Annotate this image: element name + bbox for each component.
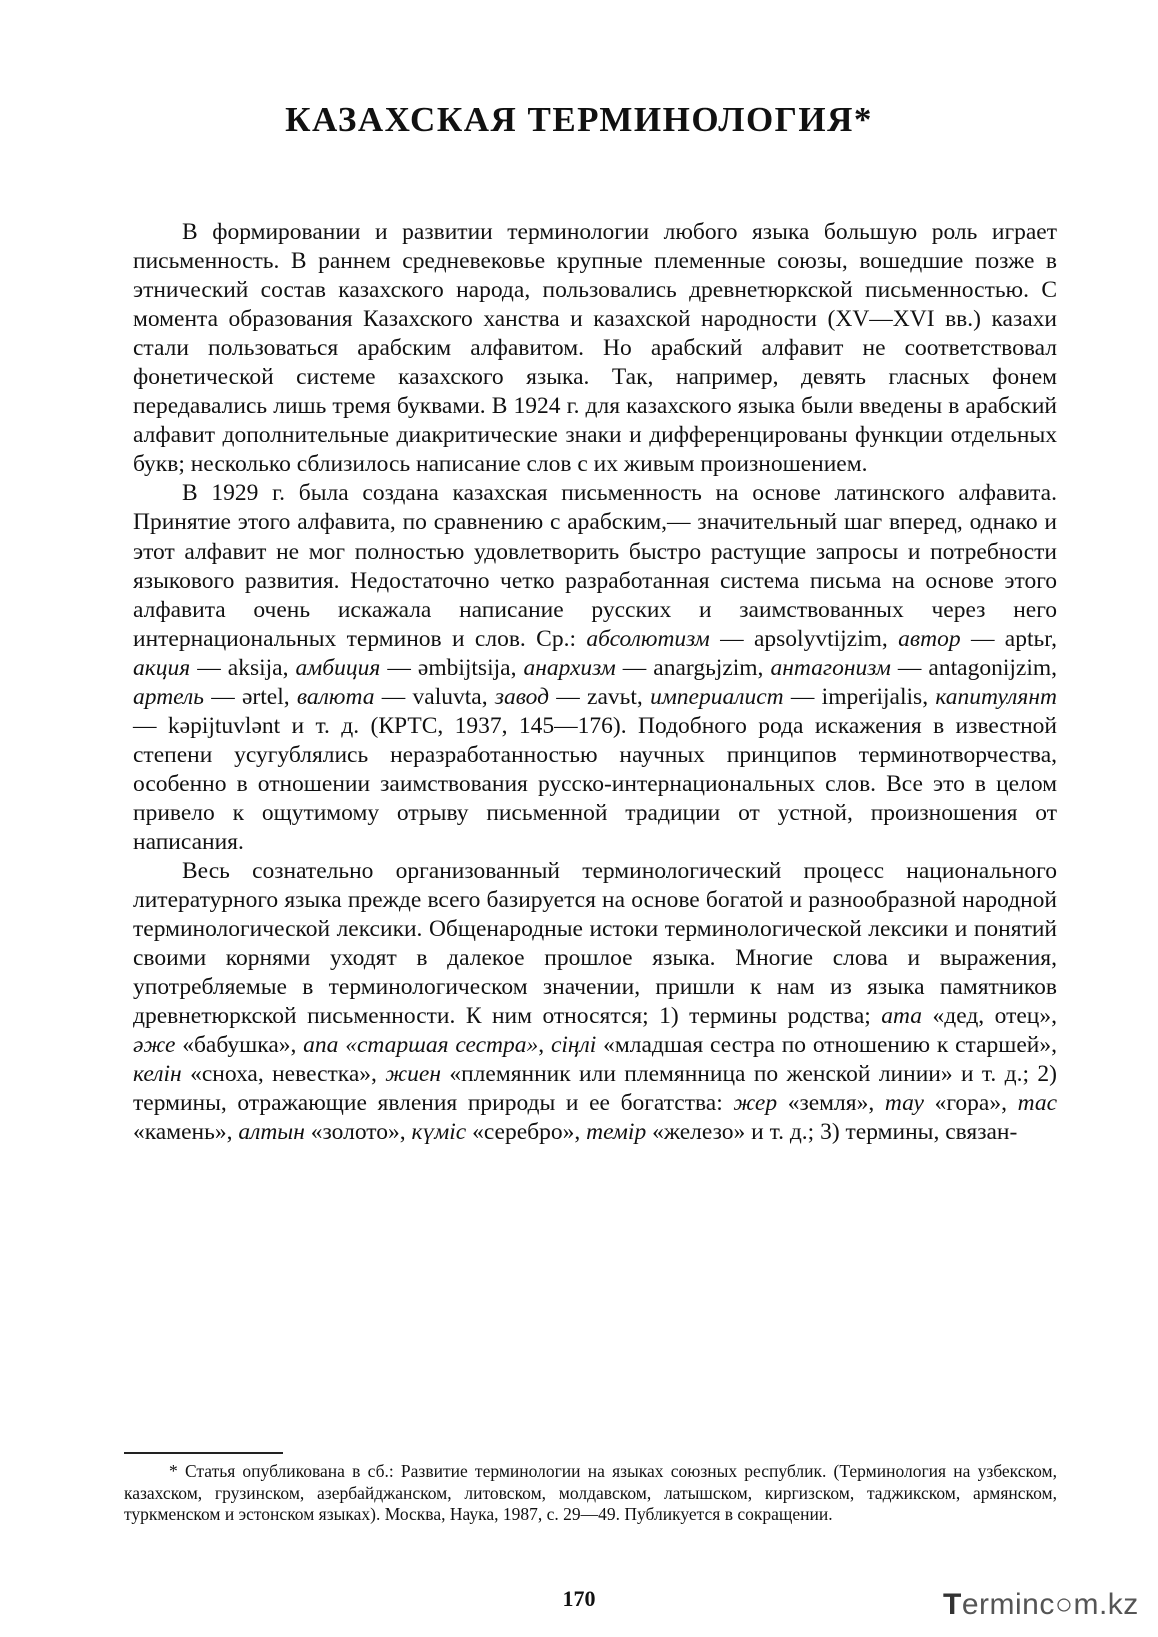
- site-watermark-logo: [943, 1588, 1139, 1622]
- page-number: 170: [562, 1586, 596, 1611]
- italic-term: апа «старшая сестра»: [303, 1032, 539, 1059]
- italic-term: темір: [586, 1119, 647, 1146]
- italic-term: күміс: [411, 1119, 467, 1146]
- italic-term: абсолютизм: [586, 625, 710, 652]
- italic-term: артель: [133, 683, 204, 710]
- italic-term: амбиция: [295, 654, 381, 681]
- watermark-text: erminc: [961, 1588, 1055, 1621]
- paragraph: Весь сознательно организованный терминологический процесс национального литературного языка прежде всего базируется на основе богатой и разнообразной народной терминологической лексики. Общенародные истоки терминологической лексики и понятий своими корнями уходят в далекое прошлое языка. Многие слова и выражения, употребляемые в терминологическом значении, пришли к нам из языка памятников древнетюркской письменности. К ним относятся; 1) термины родства; ата «дед, отец», әже «бабушка», апа «старшая сестра», сіңлі «младшая сестра по отношению к старшей», келін «сноха, невестка», жиен «племянник или племянница по женской линии» и т. д.; 2) термины, отражающие явления природы и ее богатства: жер «земля», тау «гора», тас «камень», алтын «золото», күміс «серебро», темір «железо» и т. д.; 3) термины, связан-: [133, 858, 1058, 1146]
- italic-term: тас: [1017, 1090, 1058, 1117]
- italic-term: анархизм: [523, 654, 616, 681]
- italic-term: сіңлі: [550, 1032, 597, 1059]
- magnifier-icon: ○: [1054, 1588, 1074, 1621]
- page-title: КАЗАХСКАЯ ТЕРМИНОЛОГИЯ*: [285, 100, 873, 139]
- italic-term: тау: [884, 1090, 924, 1117]
- watermark-domain: m.kz: [1073, 1588, 1139, 1621]
- italic-term: ата: [881, 1003, 923, 1030]
- italic-term: жиен: [385, 1061, 441, 1088]
- watermark-initial: T: [943, 1588, 962, 1621]
- italic-term: әже: [133, 1032, 176, 1059]
- italic-term: империалист: [650, 683, 784, 710]
- paragraph: В 1929 г. была создана казахская письменность на основе латинского алфавита. Принятие этого алфавита, по сравнению с арабским,— значительный шаг вперед, однако и этот алфавит не мог полностью удовлетворить быстро растущие запросы и потребности языкового развития. Недостаточно четко разработанная система письма на основе этого алфавита очень искажала написание русских и заимствованных через него интернациональных терминов и слов. Ср.: абсолютизм — apsolyvtijzim, автор — aptьr, акция — aksija, амбиция — əmbijtsija, анархизм — anargьjzim, антагонизм — antagonijzim, артель — ərtel, валюта — valuvta, завод — zavьt, империалист — imperijalis, капитулянт — kəpijtuvlənt и т. д. (КРТС, 1937, 145—176). Подобного рода искажения в известной степени усугублялись неразработанностью научных принципов терминотворчества, особенно в отношении заимствования русско-интернациональных слов. Все это в целом привело к ощутимому отрыву письменной традиции от устной, произношения от написания.: [133, 480, 1057, 855]
- italic-term: капитулянт: [935, 683, 1057, 710]
- italic-term: алтын: [238, 1119, 305, 1146]
- italic-term: завод: [494, 683, 550, 710]
- italic-term: валюта: [296, 683, 375, 710]
- italic-term: автор: [898, 625, 961, 652]
- article-body: [133, 218, 1057, 1148]
- italic-term: антагонизм: [770, 654, 891, 681]
- footnote: * Статья опубликована в сб.: Развитие терминологии на языках союзных республик. (Терминология на узбекском, казахском, грузинском, азербайджанском, литовском, молдавском, латышском, киргизском, таджикском, армянском, туркменском и эстонском языках). Москва, Наука, 1987, с. 29—49. Публикуется в сокращении.: [124, 1461, 1057, 1524]
- italic-term: жер: [733, 1090, 778, 1117]
- italic-term: келін: [133, 1061, 182, 1088]
- footnote-divider: [124, 1452, 283, 1454]
- italic-term: акция: [133, 654, 191, 681]
- paragraph: В формировании и развитии терминологии любого языка большую роль играет письменность. В раннем средневековье крупные племенные союзы, вошедшие позже в этнический состав казахского народа, пользовались древнетюркской письменностью. С момента образования Казахского ханства и казахской народности (XV—XVI вв.) казахи стали пользоваться арабским алфавитом. Но арабский алфавит не соответствовал фонетической системе казахского языка. Так, например, девять гласных фонем передавались лишь тремя буквами. В 1924 г. для казахского языка были введены в арабский алфавит дополнительные диакритические знаки и дифференцированы функции отдельных букв; несколько сблизилось написание слов с их живым произношением.: [133, 219, 1057, 478]
